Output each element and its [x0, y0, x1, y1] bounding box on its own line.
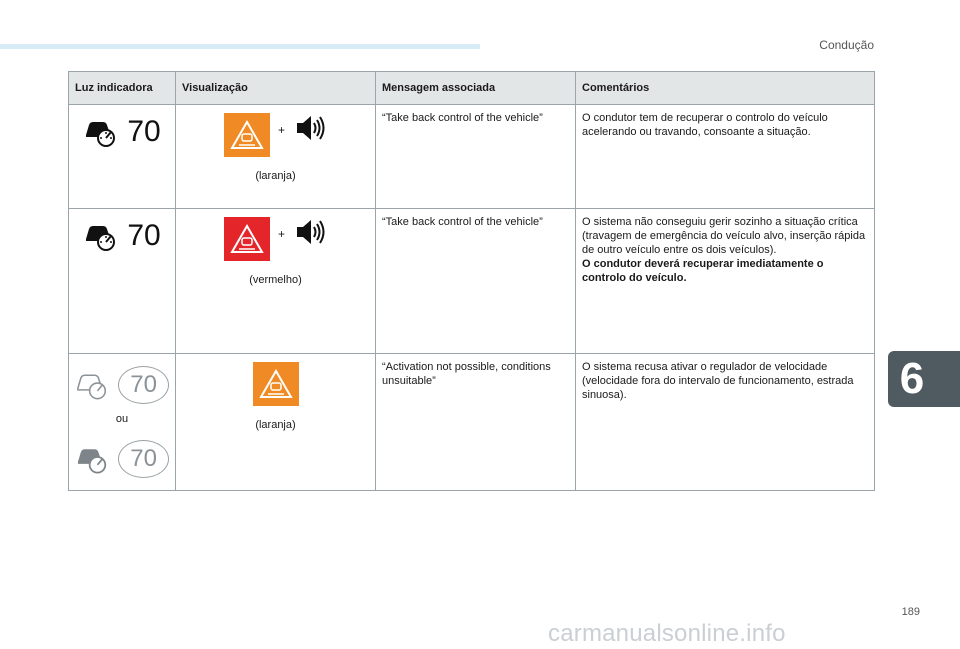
lamp-cell — [69, 354, 176, 491]
table-row — [69, 354, 875, 491]
speed-value: 70 — [118, 366, 169, 404]
lamp-cell — [69, 209, 176, 354]
message-cell: “Activation not possible, conditions unsuitable” — [376, 354, 576, 491]
plus-sign: + — [277, 227, 285, 241]
color-caption: (vermelho) — [249, 274, 302, 286]
header-message: Mensagem associada — [376, 72, 576, 105]
car-speedometer-outline-icon — [75, 370, 110, 400]
collision-warning-icon — [253, 362, 299, 406]
indicator-table — [68, 71, 875, 491]
header-comments: Comentários — [576, 72, 875, 105]
speed-value: 70 — [118, 440, 169, 478]
section-title: Condução — [819, 38, 874, 52]
comment-cell: O condutor tem de recuperar o controlo do veículo acelerando ou travando, consoante a situação. — [576, 105, 875, 209]
car-speedometer-grey-icon — [75, 444, 110, 474]
display-cell — [176, 354, 376, 491]
comment-emphasis: O condutor deverá recuperar imediatamente o controlo do veículo. — [582, 258, 824, 284]
comment-cell — [576, 209, 875, 354]
speed-regulator-lamp-faded — [75, 360, 169, 404]
header-accent-bar — [0, 44, 480, 49]
comment-text: O sistema não conseguiu gerir sozinho a situação crítica (travagem de emergência do veículo alvo, inserção rápida de outro veículo entre os dois veículos). — [582, 216, 866, 256]
plus-sign: + — [277, 123, 285, 137]
sound-alert-icon — [293, 113, 327, 143]
color-caption: (laranja) — [255, 170, 296, 182]
lamp-cell — [69, 105, 176, 209]
chapter-number: 6 — [899, 354, 925, 403]
header-warning-lamp: Luz indicadora — [69, 72, 176, 105]
speed-value: 70 — [127, 115, 161, 148]
display-cell — [176, 209, 376, 354]
table-row — [69, 105, 875, 209]
page-number: 189 — [901, 606, 920, 618]
chapter-tab — [888, 351, 960, 407]
message-cell: “Take back control of the vehicle” — [376, 209, 576, 354]
comment-cell: O sistema recusa ativar o regulador de velocidade (velocidade fora do intervalo de funcionamento, estrada sinuosa). — [576, 354, 875, 491]
car-speedometer-icon — [83, 117, 119, 147]
collision-warning-icon — [224, 113, 270, 157]
sound-alert-icon — [293, 217, 327, 247]
speed-regulator-lamp — [75, 215, 169, 251]
header-display: Visualização — [176, 72, 376, 105]
speed-regulator-lamp-alt — [75, 434, 169, 478]
watermark: carmanualsonline.info — [548, 620, 786, 647]
display-cell — [176, 105, 376, 209]
or-label: ou — [115, 413, 129, 425]
car-speedometer-icon — [83, 221, 119, 251]
speed-value: 70 — [127, 219, 161, 252]
table-row — [69, 209, 875, 354]
collision-warning-icon — [224, 217, 270, 261]
speed-regulator-lamp — [75, 111, 169, 147]
table-header-row — [69, 72, 875, 105]
color-caption: (laranja) — [255, 419, 296, 431]
message-cell: “Take back control of the vehicle” — [376, 105, 576, 209]
